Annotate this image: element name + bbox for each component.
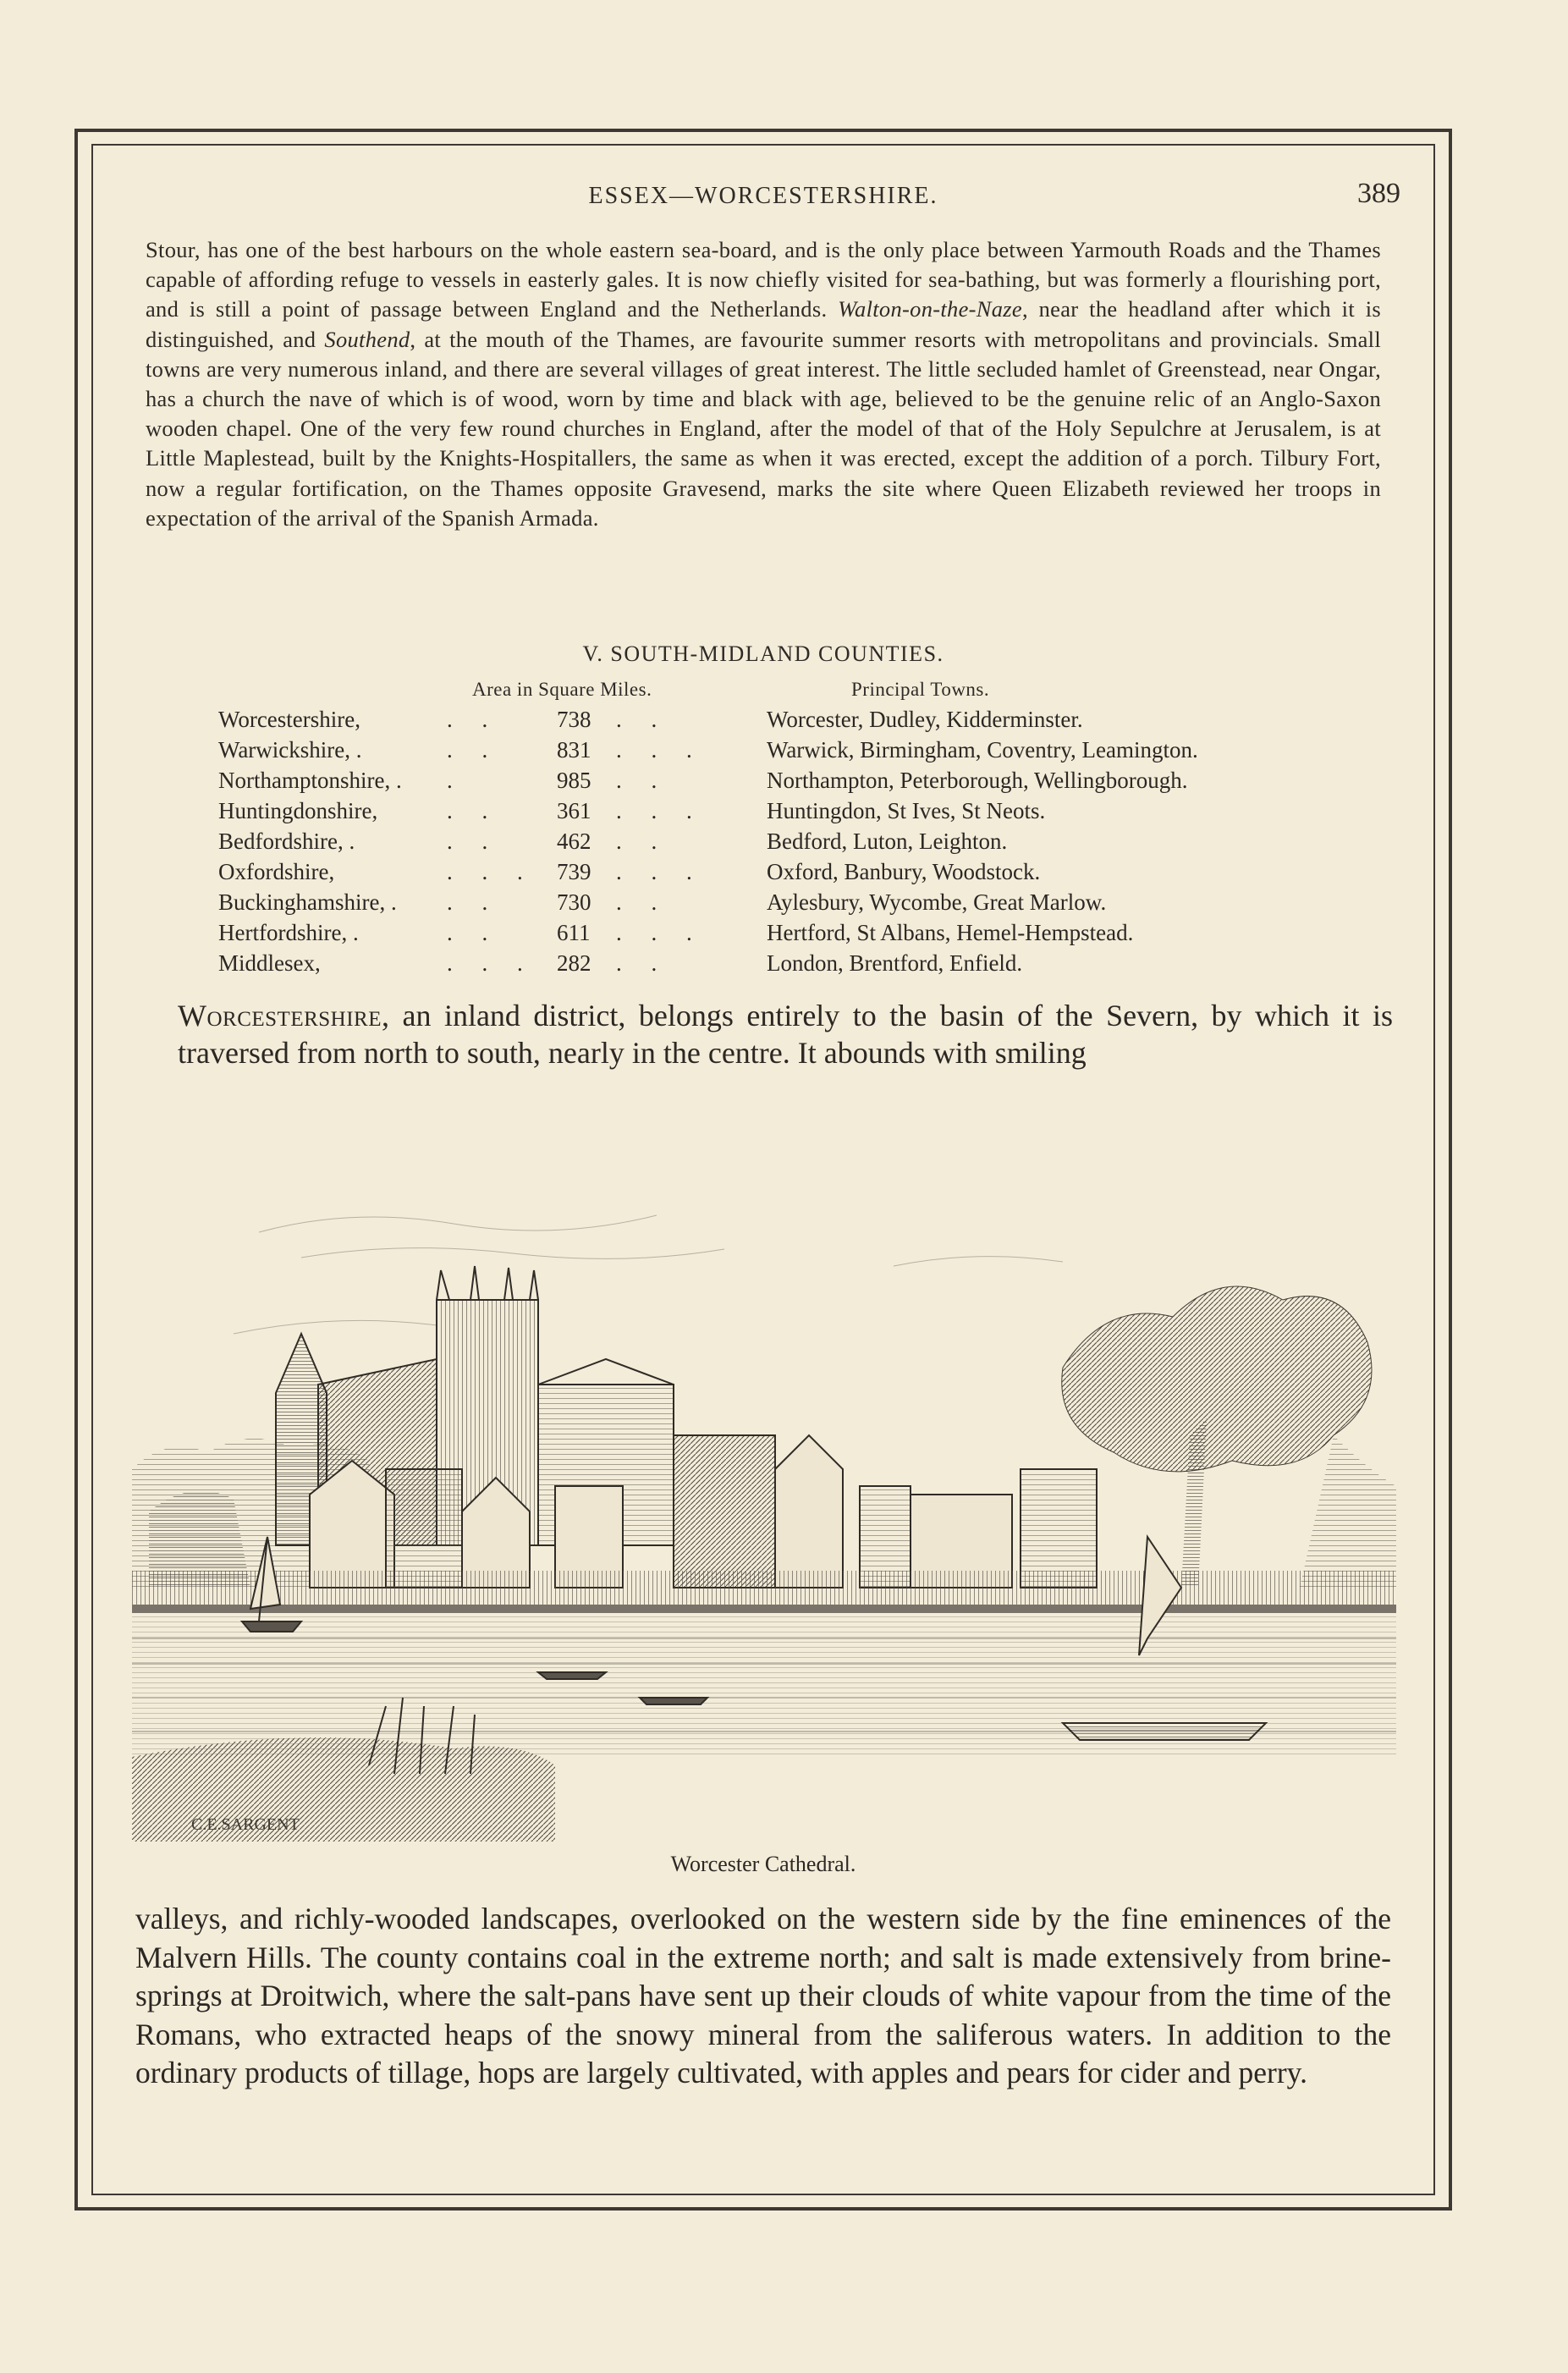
county-name: Warwickshire, .	[218, 737, 362, 763]
dot-leader: . .	[616, 889, 669, 915]
county-row	[218, 704, 1386, 735]
dot-leader: . . .	[616, 859, 704, 884]
dot-leader: .	[447, 768, 465, 793]
dot-leader: . .	[447, 920, 500, 945]
county-towns: Hertford, St Albans, Hemel-Hempstead.	[767, 920, 1134, 945]
county-name: Middlesex,	[218, 950, 321, 976]
worcester-cathedral-engraving	[132, 1114, 1396, 1842]
county-name: Huntingdonshire,	[218, 798, 378, 823]
dot-leader: . .	[447, 829, 500, 854]
county-row	[218, 856, 1386, 887]
dot-leader: . .	[447, 889, 500, 915]
county-name: Oxfordshire,	[218, 859, 335, 884]
worcester-continued-paragraph: valleys, and richly-wooded landscapes, overlooked on the western side by the fine eminences of the Malvern Hills. The county contains coal in the extreme north; and salt is made extensively from brine-springs at Droitwich, where the salt-pans have sent up their clouds of white vapour from the time of the Romans, who extracted heaps of the snowy mineral from the saliferous waters. In addition to the ordinary products of tillage, hops are largely cultivated, with apples and pears for cider and perry.	[135, 1902, 1391, 2089]
county-name: Northamptonshire, .	[218, 768, 402, 793]
county-towns: Oxford, Banbury, Woodstock.	[767, 859, 1041, 884]
essex-italic-walton: Walton-on-the-Naze	[838, 296, 1022, 322]
riverbank-edge	[132, 1605, 1396, 1613]
essex-text-3: , at the mouth of the Thames, are favourite summer resorts with metropolitans and provincials. Small towns are very numerous inland, and there are several villages of great interest. The little secluded hamlet of Greenstead, near Ongar, has a church the nave of which is of wood, worn by time and black with age, believed to be the genuine relic of an Anglo-Saxon wooden chapel. One of the very few round churches in England, after the model of that of the Holy Sepulchre at Jerusalem, is at Little Maplestead, built by the Knights-Hospitallers, the same as when it was erected, except the addition of a porch. Tilbury Fort, now a regular fortification, on the Thames opposite Gravesend, marks the site where Queen Elizabeth reviewed her troops in expectation of the arrival of the Spanish Armada.	[146, 326, 1381, 531]
engraver-signature: C.E.SARGENT	[191, 1815, 300, 1834]
county-name: Buckinghamshire, .	[218, 889, 397, 915]
county-area: 730	[557, 889, 591, 915]
running-title: ESSEX—WORCESTERSHIRE.	[588, 183, 938, 209]
county-area: 831	[557, 737, 591, 763]
dot-leader: . . .	[447, 859, 535, 884]
essex-paragraph	[146, 235, 1381, 533]
county-area: 738	[557, 707, 591, 732]
worcester-intro-text: , an inland district, belongs entirely to the basin of the Severn, by which it is traversed from north to south, nearly in the centre. It abounds with smiling	[178, 999, 1393, 1070]
column-header-towns: Principal Towns.	[851, 679, 990, 700]
page-number: 389	[1357, 178, 1400, 209]
county-row	[218, 796, 1386, 826]
worcester-lead-word: Worcestershire	[178, 999, 382, 1032]
county-area: 611	[557, 920, 591, 945]
county-area: 985	[557, 768, 591, 793]
county-name: Hertfordshire, .	[218, 920, 359, 945]
county-area: 361	[557, 798, 591, 823]
county-row	[218, 948, 1386, 978]
county-table	[218, 704, 1386, 978]
illustration-caption: Worcester Cathedral.	[670, 1852, 856, 1876]
dot-leader: . .	[616, 829, 669, 854]
riverbank-fence	[132, 1571, 1396, 1605]
county-towns: Bedford, Luton, Leighton.	[767, 829, 1008, 854]
county-towns: Worcester, Dudley, Kidderminster.	[767, 707, 1083, 732]
county-row	[218, 765, 1386, 796]
essex-text-1: Stour, has one of the best harbours on the whole eastern sea-board, and is the only place between Yarmouth Roads and the Thames capable of affording refuge to vessels in easterly gales. It is now chiefly visited for sea-bathing, but was formerly a flourishing port, and is still a point of passage between England and the Netherlands.	[146, 237, 1381, 322]
county-towns: London, Brentford, Enfield.	[767, 950, 1023, 976]
county-row	[218, 735, 1386, 765]
dot-leader: . .	[616, 950, 669, 976]
dot-leader: . .	[447, 737, 500, 763]
county-row	[218, 826, 1386, 856]
dot-leader: . . .	[447, 950, 535, 976]
county-name: Bedfordshire, .	[218, 829, 355, 854]
dot-leader: . .	[447, 798, 500, 823]
section-title: V. SOUTH-MIDLAND COUNTIES.	[582, 641, 944, 666]
county-area: 462	[557, 829, 591, 854]
county-area: 739	[557, 859, 591, 884]
essex-italic-southend: Southend	[324, 326, 410, 352]
dot-leader: . .	[616, 768, 669, 793]
worcester-intro-paragraph	[178, 997, 1393, 1071]
dot-leader: . .	[447, 707, 500, 732]
county-towns: Northampton, Peterborough, Wellingborough.	[767, 768, 1188, 793]
county-towns: Aylesbury, Wycombe, Great Marlow.	[767, 889, 1107, 915]
column-header-area: Area in Square Miles.	[472, 679, 652, 700]
county-row	[218, 887, 1386, 917]
county-row	[218, 917, 1386, 948]
dot-leader: . . .	[616, 920, 704, 945]
county-area: 282	[557, 950, 591, 976]
dot-leader: . . .	[616, 798, 704, 823]
county-name: Worcestershire,	[218, 707, 360, 732]
essex-text-2: , near the headland after which it is distinguished, and	[146, 296, 1381, 352]
county-towns: Warwick, Birmingham, Coventry, Leamington.	[767, 737, 1198, 763]
dot-leader: . . .	[616, 737, 704, 763]
county-towns: Huntingdon, St Ives, St Neots.	[767, 798, 1046, 823]
dot-leader: . .	[616, 707, 669, 732]
